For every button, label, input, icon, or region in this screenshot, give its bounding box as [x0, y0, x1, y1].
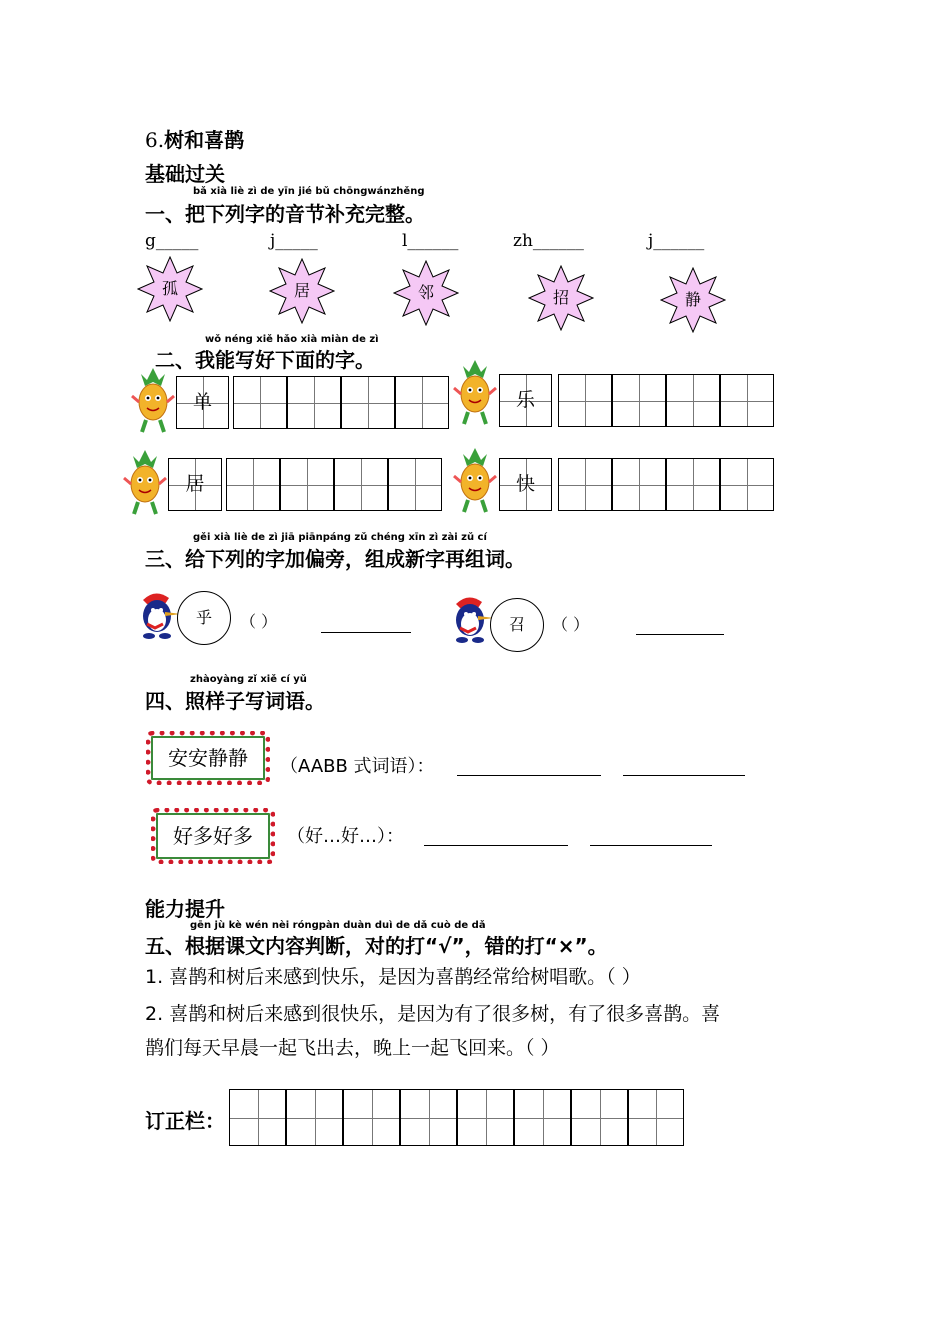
correction-label: 订正栏： [145, 1109, 225, 1133]
star-char-5 [660, 267, 726, 333]
q5-pinyin: gēn jù kè wén nèi róngpàn duàn duì de dǎ cuò de dǎ [190, 920, 486, 931]
q3-answer-line-1[interactable] [321, 632, 411, 633]
q3-char-circle-2: 召 [490, 598, 544, 652]
q1-heading: 一、把下列字的音节补充完整。 [145, 202, 425, 226]
grid-cell[interactable] [395, 376, 449, 429]
q3-paren-1[interactable]: （ ） [240, 612, 278, 631]
q4-heading: 四、照样子写词语。 [145, 689, 325, 713]
q4-pinyin: zhàoyàng zǐ xiě cí yǔ [190, 674, 307, 685]
grid-cell[interactable] [666, 374, 720, 427]
q3-pinyin: gěi xià liè de zì jiā piānpáng zǔ chéng xīn zì zài zǔ cí [193, 532, 487, 543]
q4-answer-line-1a[interactable] [457, 775, 601, 776]
correction-cell[interactable] [286, 1089, 343, 1146]
penguin-mascot-icon [135, 588, 183, 640]
correction-cell[interactable] [400, 1089, 457, 1146]
star-char-label: 邻 [417, 283, 434, 302]
correction-cell[interactable] [514, 1089, 571, 1146]
sample-char: 单 [192, 391, 212, 413]
grid-cell[interactable] [334, 458, 388, 511]
star-char-2 [269, 258, 335, 324]
q4-answer-line-2a[interactable] [424, 845, 568, 846]
q5-item-2-line1: 2. 喜鹊和树后来感到很快乐，是因为有了很多树，有了很多喜鹊。喜 [145, 1003, 721, 1025]
section-ability: 能力提升 [145, 897, 225, 921]
grid-cell[interactable] [612, 458, 666, 511]
correction-cell[interactable] [229, 1089, 286, 1146]
grid-cell-sample [499, 374, 552, 427]
grid-cell[interactable] [233, 376, 287, 429]
correction-cell[interactable] [571, 1089, 628, 1146]
q1-blank-3[interactable]: l______ [402, 231, 459, 251]
q5-item-1: 1. 喜鹊和树后来感到快乐，是因为喜鹊经常给树唱歌。（ ） [145, 966, 641, 988]
q4-hint-1: （AABB 式词语）： [280, 756, 435, 777]
example-word-frame-2: 好多好多 [151, 808, 275, 864]
grid-cell[interactable] [720, 458, 774, 511]
sample-char: 居 [185, 473, 205, 495]
sample-char: 快 [515, 473, 535, 495]
lesson-title-text: 树和喜鹊 [164, 128, 245, 152]
grid-cell-sample [499, 458, 552, 511]
grid-cell[interactable] [226, 458, 280, 511]
q2-heading: 二、我能写好下面的字。 [155, 348, 375, 372]
grid-cell[interactable] [720, 374, 774, 427]
q2-pinyin: wǒ néng xiě hǎo xià miàn de zì [205, 334, 379, 345]
star-char-1 [137, 256, 203, 322]
q1-blank-4[interactable]: zh______ [513, 231, 584, 251]
grid-cell[interactable] [558, 374, 612, 427]
grid-cell[interactable] [280, 458, 334, 511]
q4-answer-line-2b[interactable] [590, 845, 712, 846]
q5-item-2-line2: 鹊们每天早晨一起飞出去，晚上一起飞回来。（ ） [145, 1037, 560, 1059]
grid-cell-sample [168, 458, 222, 511]
q4-hint-2: （好…好…）： [287, 826, 404, 847]
q3-char-circle-1: 乎 [177, 591, 231, 645]
q1-blank-2[interactable]: j_____ [270, 231, 318, 251]
star-char-label: 孤 [161, 279, 178, 298]
star-char-label: 居 [293, 281, 310, 300]
grid-cell-sample [176, 376, 229, 429]
pineapple-mascot-icon [122, 448, 168, 516]
star-char-4 [528, 265, 594, 331]
q1-blank-1[interactable]: g_____ [145, 231, 199, 251]
pineapple-mascot-icon [452, 446, 498, 514]
correction-cell[interactable] [343, 1089, 400, 1146]
correction-cell[interactable] [628, 1089, 684, 1146]
star-char-3 [393, 260, 459, 326]
q1-blank-5[interactable]: j______ [648, 231, 705, 251]
pineapple-mascot-icon [452, 358, 498, 426]
lesson-number: 6. [145, 128, 165, 152]
section-basic: 基础过关 [145, 162, 225, 186]
pineapple-mascot-icon [130, 366, 176, 434]
q4-answer-line-1b[interactable] [623, 775, 745, 776]
grid-cell[interactable] [666, 458, 720, 511]
example-word-frame-1: 安安静静 [146, 731, 270, 785]
correction-cell[interactable] [457, 1089, 514, 1146]
grid-cell[interactable] [558, 458, 612, 511]
q1-pinyin: bǎ xià liè zì de yīn jié bǔ chōngwánzhěng [193, 186, 425, 197]
star-char-label: 招 [552, 288, 569, 307]
grid-cell[interactable] [341, 376, 395, 429]
sample-char: 乐 [515, 389, 535, 411]
q3-paren-2[interactable]: （ ） [552, 615, 590, 634]
q5-heading: 五、根据课文内容判断，对的打“√”，错的打“×”。 [145, 934, 608, 958]
grid-cell[interactable] [287, 376, 341, 429]
lesson-title [145, 124, 244, 153]
penguin-mascot-icon [448, 592, 496, 644]
q3-heading: 三、给下列的字加偏旁，组成新字再组词。 [145, 547, 525, 571]
star-char-label: 静 [684, 290, 701, 309]
q3-answer-line-2[interactable] [636, 634, 724, 635]
grid-cell[interactable] [388, 458, 442, 511]
grid-cell[interactable] [612, 374, 666, 427]
